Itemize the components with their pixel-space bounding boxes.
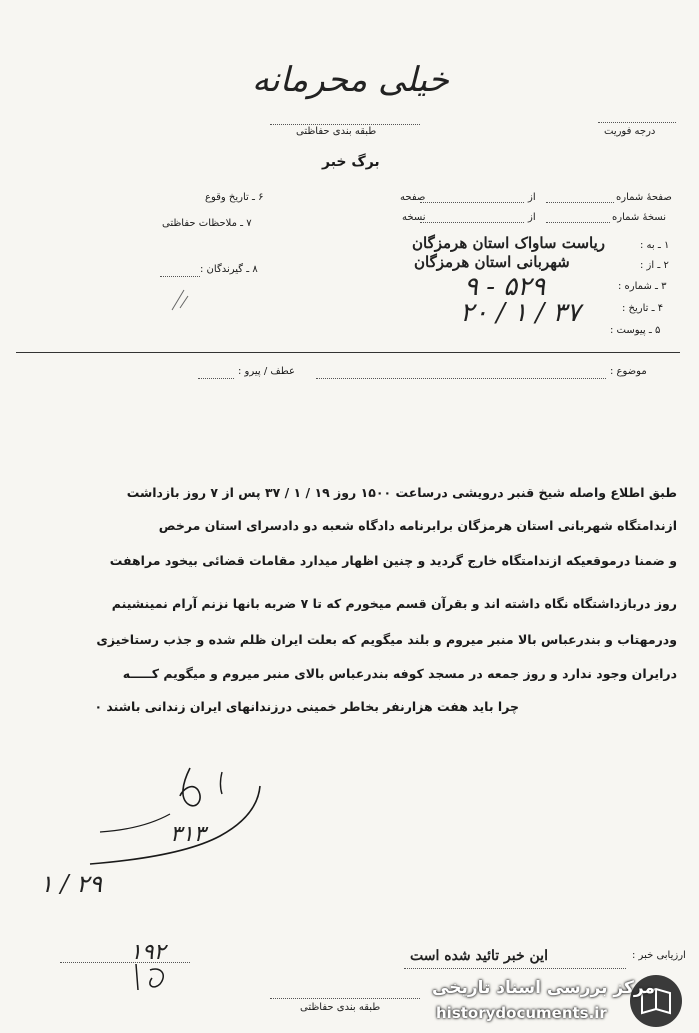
watermark-name: مرکز بررسی اسناد تاریخی [432, 978, 655, 998]
reference-line [198, 378, 234, 379]
page-of-line [420, 202, 524, 203]
signature-number: ۳۱۳ [170, 822, 206, 847]
page-of-label: از [528, 192, 536, 203]
page-word: صفحه [400, 192, 426, 203]
signature [70, 760, 290, 880]
classification-label-bottom: طبقه بندی حفاظتی [300, 1002, 381, 1013]
document-title: خیلی محرمانه [252, 60, 449, 100]
copy-number-line [546, 222, 610, 223]
evaluation-label: ارزیابی خبر : [632, 950, 686, 961]
watermark-url: historydocuments.ir [436, 1004, 607, 1022]
body-line: ودرمهتاب و بندرعباس بالا منبر میروم و بلند میگویم که بعلت ایران ظلم شده و جذب رستاخیزی [96, 632, 677, 647]
strike-mark [168, 280, 208, 320]
bottom-number: ۱۹۲ [130, 940, 166, 965]
priority-line [598, 122, 676, 123]
body-line: ازندامتگاه شهربانی استان هرمزگان برابرنامه دادگاه شعبه دو دادسرای استان مرخص [158, 518, 677, 533]
evaluation-line [404, 968, 626, 969]
body-line: درایران وجود ندارد و روز جمعه در مسجد کوفه بندرعباس بالای منبر میروم و میگویم کـــــه [122, 666, 677, 681]
evaluation-text: این خبر تائید شده است [410, 948, 548, 964]
date-label: ۴ ـ تاریخ : [622, 303, 664, 314]
marginal-date: ۱ / ۲۹ [40, 870, 103, 898]
from-label: ۲ ـ از : [640, 260, 669, 271]
number-label: ۳ ـ شماره : [618, 281, 667, 292]
page-number-label: صفحهٔ شماره [616, 192, 672, 203]
attachment-label: ۵ ـ پیوست : [610, 325, 661, 336]
to-label: ۱ ـ به : [640, 240, 670, 251]
priority-label: درجه فوریت [604, 126, 656, 137]
body-line: چرا باید هفت هزارنفر بخاطر خمینی درزندانهای ایران زندانی باشند ۰ [94, 699, 519, 714]
recipients-label: ۸ ـ گیرندگان : [200, 264, 258, 275]
copy-of-line [420, 222, 524, 223]
copy-of-label: از [528, 212, 536, 223]
subject-line [316, 378, 606, 379]
classification-label-top: طبقه بندی حفاظتی [296, 126, 377, 137]
reference-label: عطف / پیرو : [238, 366, 295, 377]
issue-date-label: ۶ ـ تاریخ وقوع [205, 192, 264, 203]
body-line: روز دربازداشتگاه نگاه داشته اند و بقرآن قسم میخورم که تا ۷ ضربه بانها نزنم آرام نمینشینم [111, 596, 677, 611]
recipients-line [160, 276, 200, 277]
header-divider [16, 352, 680, 353]
initials-mark [130, 960, 190, 1000]
body-line: و ضمنا درموقعیکه ازندامتگاه خارج گردید و چنین اظهار میدارد مقامات قضائی بیخود مراهفت [109, 553, 677, 568]
number-value: ۵۲۹ - ۹ [464, 272, 546, 302]
copy-number-label: نسخهٔ شماره [612, 212, 666, 223]
page-number-line [546, 202, 614, 203]
copy-word: نسخه [402, 212, 426, 223]
date-value: ۳۷ / ۱ / ۲۰ [460, 298, 581, 328]
body-line: طبق اطلاع واصله شیخ قنبر درویشی درساعت ۱۵۰۰ روز ۱۹ / ۱ / ۳۷ پس از ۷ روز بازداشت [126, 485, 677, 500]
classification-line-bottom [270, 998, 420, 999]
to-value: ریاست ساواک استان هرمزگان [412, 234, 606, 252]
form-name: برگ خبر [322, 154, 380, 170]
classification-line-top [270, 124, 420, 125]
from-value: شهربانی استان هرمزگان [414, 253, 570, 271]
subject-label: موضوع : [610, 366, 647, 377]
security-notes-label: ۷ ـ ملاحظات حفاظتی [162, 218, 252, 229]
